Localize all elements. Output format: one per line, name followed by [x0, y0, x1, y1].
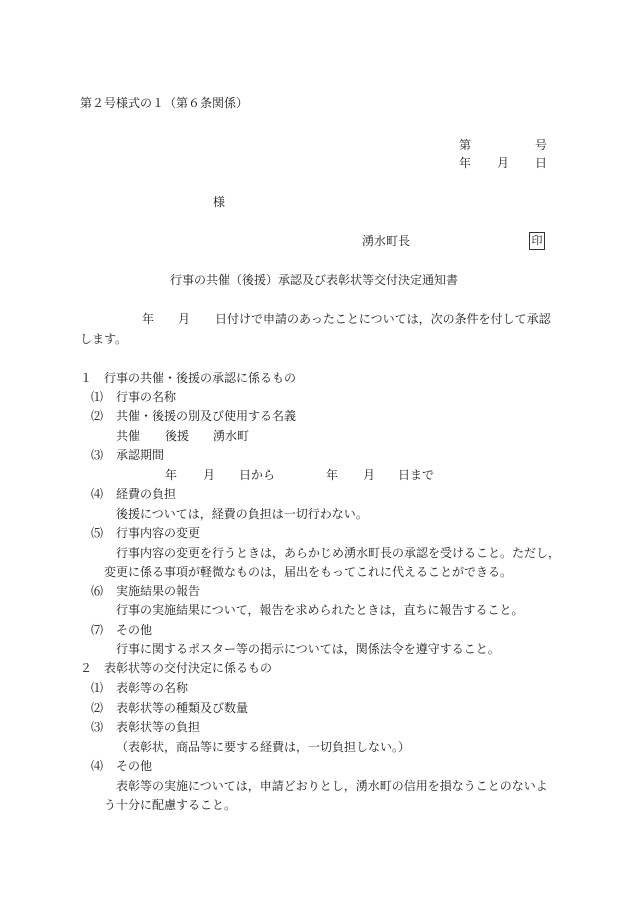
item-label: 表彰状等の負担	[116, 720, 201, 734]
item-label: 実施結果の報告	[116, 584, 201, 598]
item-number: ⑶	[91, 720, 104, 734]
option-koen: 後援	[165, 429, 190, 443]
doc-number-prefix: 第	[459, 138, 472, 152]
item-label: その他	[116, 623, 153, 637]
intro-year: 年	[142, 312, 155, 326]
section2-heading: 表彰状等の交付決定に係るもの	[104, 661, 273, 675]
item-label: 経費の負担	[116, 487, 177, 501]
item-number: ⑵	[91, 701, 104, 715]
option-yusuicho: 湧水町	[213, 429, 250, 443]
intro-text: 日付けで申請のあったことについては，次の条件を付して承認	[215, 312, 551, 326]
period-to-month: 月	[363, 468, 376, 482]
item-text: う十分に配慮すること。	[104, 798, 237, 812]
item-label: その他	[116, 759, 153, 773]
item-number: ⑴	[91, 681, 104, 695]
item-number: ⑷	[91, 759, 104, 773]
period-to-day: 日まで	[398, 468, 435, 482]
form-label: 第２号様式の１（第６条関係）	[80, 96, 249, 110]
document-title: 行事の共催（後援）承認及び表彰状等交付決定通知書	[170, 273, 459, 287]
section1-heading: 行事の共催・後援の承認に係るもの	[104, 371, 297, 385]
period-to-year: 年	[326, 468, 339, 482]
item-text: 後援については，経費の負担は一切行わない。	[116, 507, 368, 521]
option-kyosai: 共催	[116, 429, 141, 443]
item-label: 表彰状等の種類及び数量	[116, 701, 249, 715]
period-from-year: 年	[165, 468, 178, 482]
item-text: 行事に関するポスター等の掲示については，関係法令を遵守すること。	[116, 642, 500, 656]
period-from-month: 月	[203, 468, 216, 482]
seal-mark: 印	[529, 232, 545, 250]
item-text: 行事の実施結果について，報告を求められたときは，直ちに報告すること。	[116, 603, 524, 617]
item-number: ⑶	[91, 448, 104, 462]
item-label: 行事の名称	[116, 390, 177, 404]
item-text: （表彰状，商品等に要する経費は，一切負担しない。）	[116, 740, 411, 754]
item-label: 承認期間	[116, 448, 165, 462]
item-label: 行事内容の変更	[116, 526, 201, 540]
date-month: 月	[497, 156, 510, 170]
period-from-day: 日から	[239, 468, 276, 482]
section2-number: ２	[80, 661, 93, 675]
item-text: 行事内容の変更を行うときは，あらかじめ湧水町長の承認を受けること。ただし，	[116, 546, 561, 560]
item-number: ⑸	[91, 526, 104, 540]
item-text: 変更に係る事項が軽微なものは，届出をもってこれに代えることができる。	[104, 565, 513, 579]
date-year: 年	[459, 156, 472, 170]
item-number: ⑹	[91, 584, 104, 598]
item-label: 共催・後援の別及び使用する名義	[116, 409, 297, 423]
item-text: 表彰等の実施については，申請どおりとし，湧水町の信用を損なうことのないよ	[116, 779, 548, 793]
intro-text-cont: します。	[80, 332, 128, 346]
section1-number: １	[80, 371, 93, 385]
doc-number-suffix: 号	[535, 138, 548, 152]
date-day: 日	[535, 156, 548, 170]
sender-name: 湧水町長	[362, 234, 411, 248]
intro-month: 月	[178, 312, 191, 326]
item-number: ⑷	[91, 487, 104, 501]
item-number: ⑴	[91, 390, 104, 404]
item-number: ⑵	[91, 409, 104, 423]
item-number: ⑺	[91, 623, 104, 637]
addressee-suffix: 様	[213, 195, 226, 209]
item-label: 表彰等の名称	[116, 681, 189, 695]
